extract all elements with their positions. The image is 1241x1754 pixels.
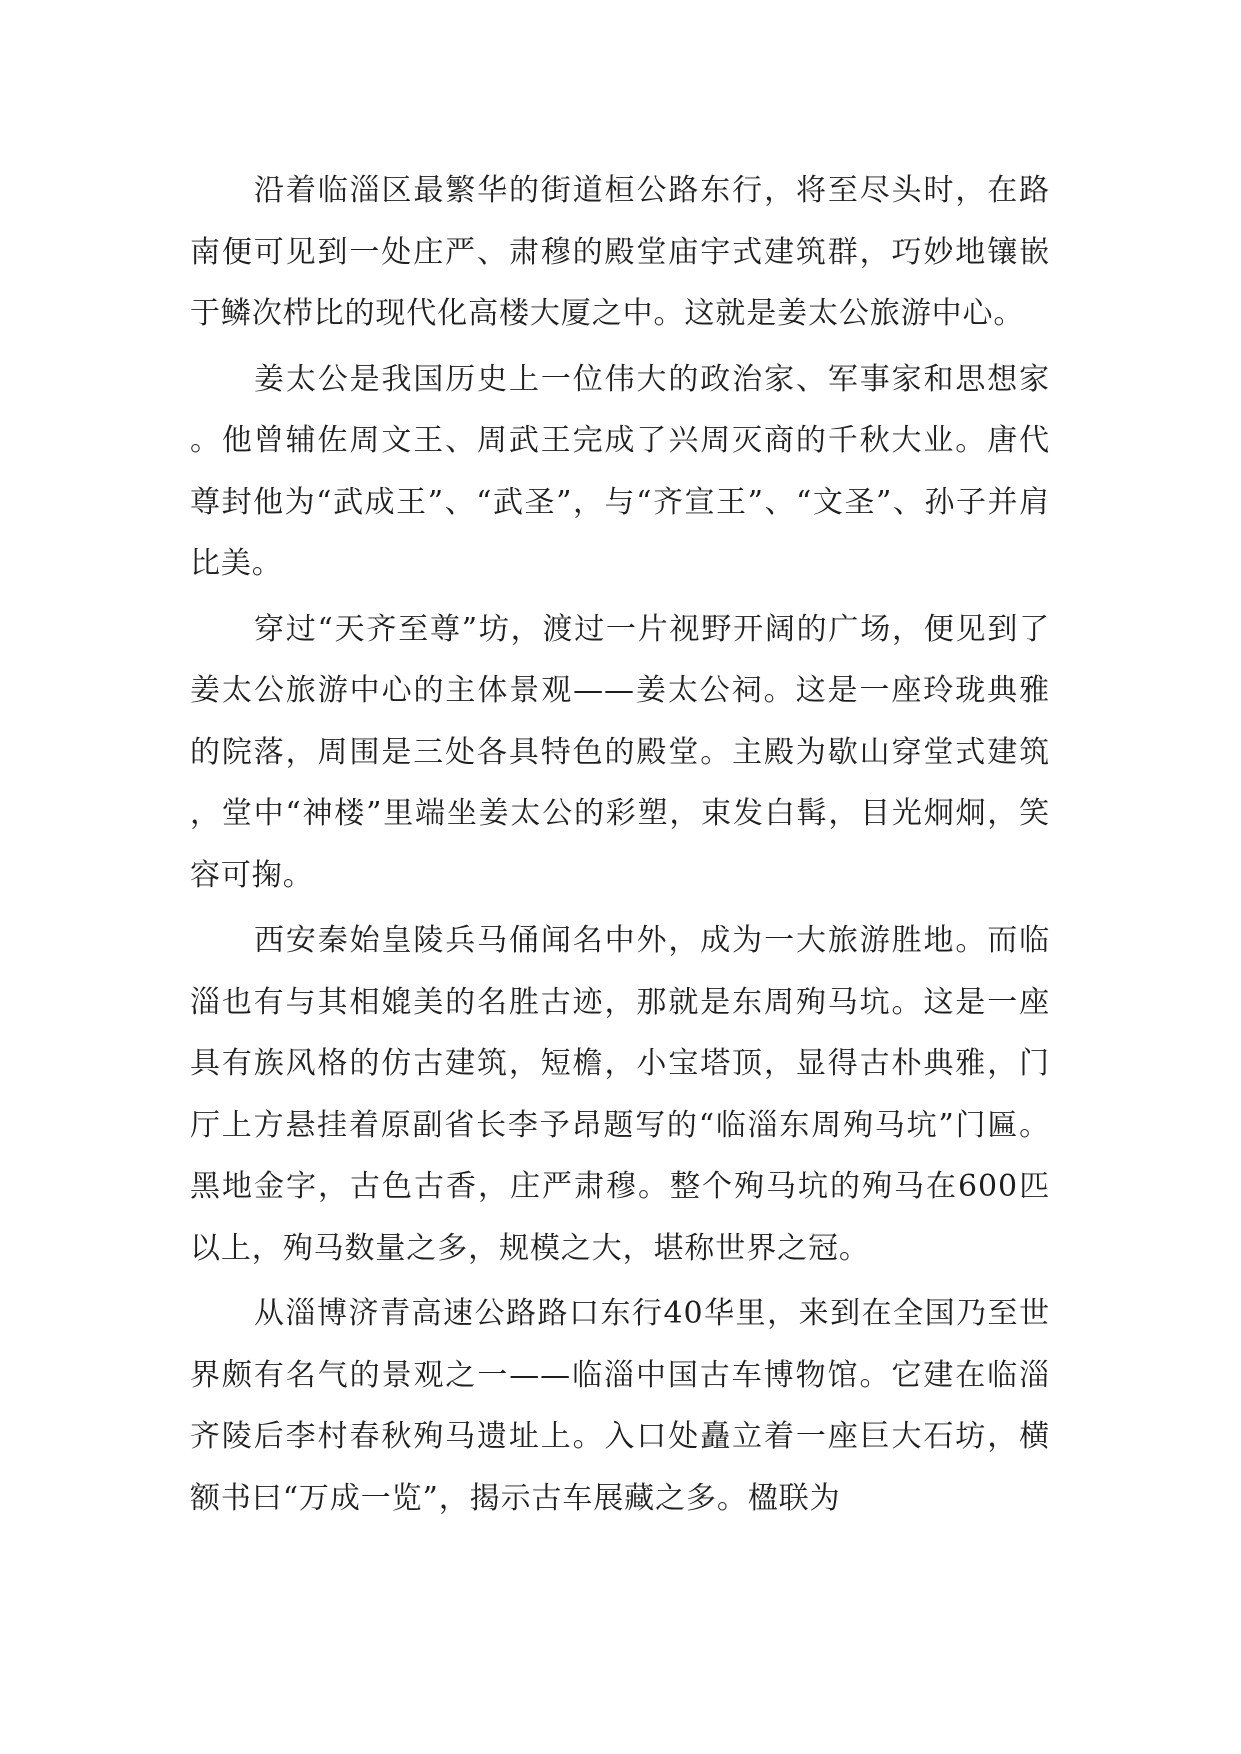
document-body (190, 160, 1050, 1533)
paragraph-5: 从淄博济青高速公路路口东行40华里，来到在全国乃至世界颇有名气的景观之一——临淄中国古车博物馆。它建在临淄齐陵后李村春秋殉马遗址上。入口处矗立着一座巨大石坊，横额书曰“万成一览”，揭示古车展藏之多。楹联为 (190, 1296, 1050, 1516)
paragraph-2: 姜太公是我国历史上一位伟大的政治家、军事家和思想家。他曾辅佐周文王、周武王完成了兴周灭商的千秋大业。唐代尊封他为“武成王”、“武圣”，与“齐宣王”、“文圣”、孙子并肩比美。 (190, 361, 1050, 581)
paragraph-4: 西安秦始皇陵兵马俑闻名中外，成为一大旅游胜地。而临淄也有与其相媲美的名胜古迹，那就是东周殉马坑。这是一座具有族风格的仿古建筑，短檐，小宝塔顶，显得古朴典雅，门厅上方悬挂着原副省长李予昂题写的“临淄东周殉马坑”门匾。黑地金字，古色古香，庄严肃穆。整个殉马坑的殉马在600匹以上，殉马数量之多，规模之大，堪称世界之冠。 (190, 923, 1050, 1266)
paragraph-3: 穿过“天齐至尊”坊，渡过一片视野开阔的广场，便见到了姜太公旅游中心的主体景观——姜太公祠。这是一座玲珑典雅的院落，周围是三处各具特色的殿堂。主殿为歇山穿堂式建筑，堂中“神楼”里端坐姜太公的彩塑，束发白髯，目光炯炯，笑容可掬。 (190, 611, 1050, 893)
paragraph-1: 沿着临淄区最繁华的街道桓公路东行，将至尽头时，在路南便可见到一处庄严、肃穆的殿堂庙宇式建筑群，巧妙地镶嵌于鳞次栉比的现代化高楼大厦之中。这就是姜太公旅游中心。 (190, 173, 1050, 331)
